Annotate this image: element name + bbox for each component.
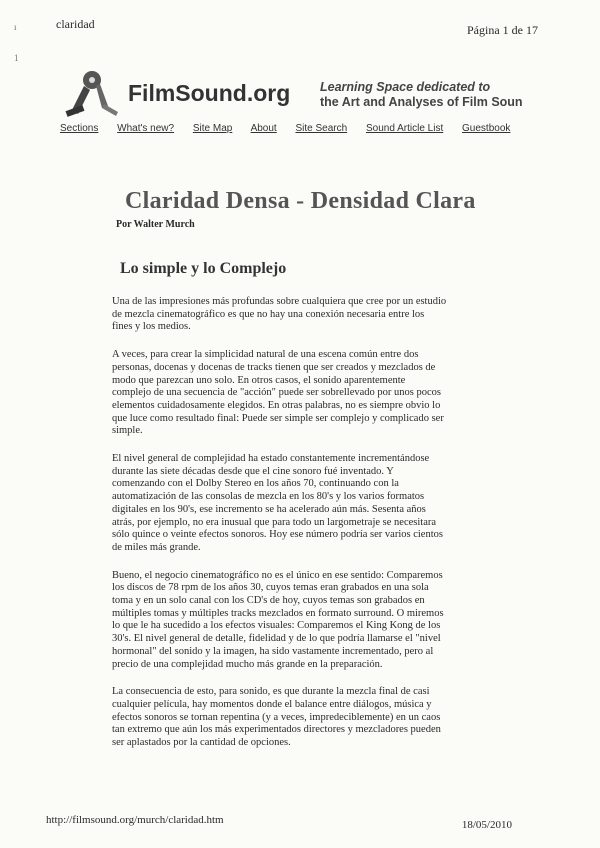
- footer-date: 18/05/2010: [461, 819, 512, 831]
- paragraph: Una de las impresiones más profundas sobre cualquiera que cree por un estudio de mezcla cinematográfico es que no hay una conexión necesaria entre los fines y los medios.: [112, 296, 447, 333]
- filmsound-logo[interactable]: [62, 68, 122, 120]
- nav-link-site-search[interactable]: Site Search: [295, 123, 348, 134]
- site-name[interactable]: FilmSound.org: [128, 80, 291, 106]
- paragraph: La consecuencia de esto, para sonido, es que durante la mezcla final de casi cualquier película, hay momentos donde el balance entre diálogos, música y efectos sonoros se tornan repentina (y a veces, impredeciblemente) en un caos tan extremo que aún los más experimentados directores y mezcladores pueden ser aplastados por la cantidad de opciones.: [112, 686, 441, 749]
- film-reel-icon: [62, 68, 122, 120]
- nav-link-sections[interactable]: Sections: [60, 123, 99, 134]
- paragraph: El nivel general de complejidad ha estado constantemente incrementándose durante las siete décadas desde que el cine sonoro fué inventado. Y comenzando con el Dolby Stereo en los años 70, continuando con la automatización de las consolas de mezcla en los 80's y los varios formatos digitales en los 90's, ese incremento se ha acelerado aún más. Sesenta años atrás, por ejemplo, no era inusual que para todo un largometraje se necesitara sólo quince o veinte efectos sonoros. Hoy ese número podría ser varios cientos de miles más grande.: [112, 453, 443, 553]
- article-body: [112, 296, 447, 765]
- margin-mark: 1: [14, 53, 19, 63]
- paragraph: A veces, para crear la simplicidad natural de una escena común entre dos personas, docenas y docenas de tracks tienen que ser creados y mezclados de modo que parezcan uno solo. En otros casos, el sonido aparentemente complejo de una secuencia de "acción" puede ser sobrellevado por unos pocos elementos cuidadosamente elegidos. En otras palabras, no es siempre obvio lo que luce como resultado final: Puede ser simple ser complejo y complicado ser simple.: [112, 349, 444, 437]
- tagline-line-2: the Art and Analyses of Film Soun: [320, 95, 523, 109]
- nav-link-whats-new[interactable]: What's new?: [117, 123, 175, 134]
- tagline-line-1: Learning Space dedicated to: [320, 80, 491, 94]
- nav-link-guestbook[interactable]: Guestbook: [462, 123, 511, 134]
- nav-link-sound-article-list[interactable]: Sound Article List: [365, 123, 444, 134]
- article-subtitle: Lo simple y lo Complejo: [120, 260, 287, 277]
- article-author: Por Walter Murch: [116, 219, 195, 230]
- site-tagline: [320, 80, 523, 110]
- document-header-name: claridad: [56, 17, 95, 31]
- article-title: Claridad Densa - Densidad Clara: [125, 188, 476, 214]
- footer-url: http://filmsound.org/murch/claridad.htm: [46, 814, 224, 826]
- site-nav: [60, 123, 526, 134]
- nav-link-site-map[interactable]: Site Map: [192, 123, 233, 134]
- page-number-label: Página 1 de 17: [467, 23, 538, 37]
- nav-link-about[interactable]: About: [250, 123, 277, 134]
- paragraph: Bueno, el negocio cinematográfico no es el único en ese sentido: Comparemos los discos de 78 rpm de los años 30, cuyos temas eran grabados en una sola toma y en un solo canal con los CD's de hoy, cuyos temas son grabados en múltiples tomas y múltiples tracks mezclados en formato surround. O miremos lo que le ha sucedido a los efectos visuales: Comparemos el King Kong de los 30's. El nivel general de detalle, fidelidad y de lo que podría llamarse el "nivel hormonal" del sonido y la imagen, ha sido vastamente incrementado, pero al precio de una complejidad mucho más grande en la preparación.: [112, 569, 444, 670]
- margin-mark: ı: [14, 22, 17, 32]
